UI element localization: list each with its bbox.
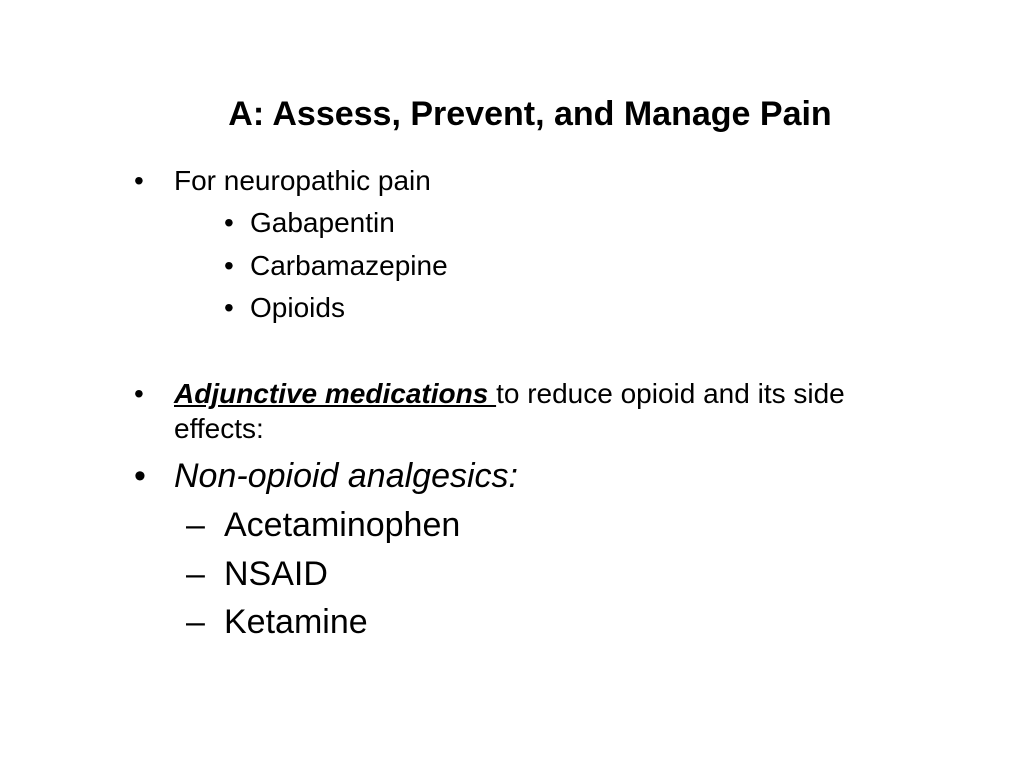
slide-title: A: Assess, Prevent, and Manage Pain — [228, 95, 832, 133]
adjunctive-text: to reduce opioid and its side — [496, 378, 845, 409]
dash-icon: – — [186, 603, 205, 641]
sub-item-opioids: Opioids — [250, 292, 345, 323]
bullet-adjunctive-medications — [174, 377, 845, 411]
dash-item-ketamine: Ketamine — [224, 603, 368, 641]
sub-bullet-icon: • — [224, 207, 234, 238]
bullet-icon: • — [134, 457, 146, 495]
adjunctive-text-continued: effects: — [174, 413, 264, 444]
bullet-neuropathic-pain: For neuropathic pain — [174, 165, 431, 196]
dash-item-nsaid: NSAID — [224, 555, 328, 593]
bullet-icon: • — [134, 378, 144, 409]
sub-item-gabapentin: Gabapentin — [250, 207, 395, 238]
bullet-non-opioid-analgesics: Non-opioid analgesics: — [174, 457, 518, 495]
adjunctive-emphasis: Adjunctive medications — [174, 378, 497, 409]
sub-bullet-icon: • — [224, 250, 234, 281]
bullet-icon: • — [134, 165, 144, 196]
dash-icon: – — [186, 506, 205, 544]
sub-bullet-icon: • — [224, 292, 234, 323]
dash-item-acetaminophen: Acetaminophen — [224, 506, 461, 544]
dash-icon: – — [186, 555, 205, 593]
sub-item-carbamazepine: Carbamazepine — [250, 250, 448, 281]
